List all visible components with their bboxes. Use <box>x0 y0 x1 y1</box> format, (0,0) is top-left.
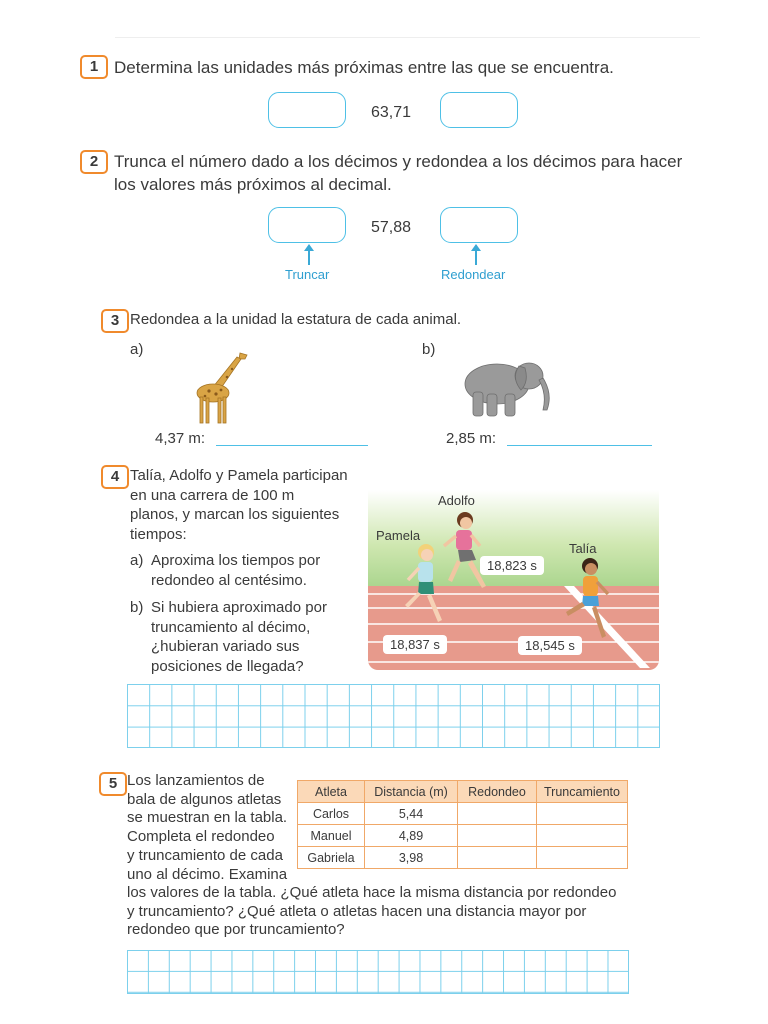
table-header: Atleta <box>298 781 365 803</box>
arrow-up-icon <box>475 249 477 265</box>
q5-full-line: los valores de la tabla. ¿Qué atleta hace la misma distancia por redondeo <box>127 884 617 901</box>
table-cell-input[interactable] <box>458 803 537 825</box>
question-2-text-line1: Trunca el número dado a los décimos y redondea a los décimos para hacer <box>114 152 683 171</box>
answer-grid-q5[interactable] <box>127 950 629 994</box>
q1-value: 63,71 <box>371 104 412 121</box>
q3-a-value: 4,37 m: <box>155 430 206 447</box>
q2-value: 57,88 <box>371 219 412 236</box>
elephant-illustration <box>455 352 560 422</box>
q5-line: y truncamiento de cada <box>127 846 283 864</box>
table-header: Truncamiento <box>537 781 628 803</box>
table-row <box>298 825 628 847</box>
truncar-label: Truncar <box>285 267 330 282</box>
table-row <box>298 847 628 869</box>
q4-a-line: Aproxima los tiempos por <box>151 552 321 569</box>
q4-line: planos, y marcan los siguientes <box>130 506 340 523</box>
q4-b-text <box>151 598 327 676</box>
q5-line: Los lanzamientos de <box>127 772 265 789</box>
q4-b-line: truncamiento al décimo, <box>151 618 311 636</box>
q4-line: Talía, Adolfo y Pamela participan <box>130 467 348 484</box>
runner-name-pamela: Pamela <box>376 528 421 543</box>
arrow-up-icon <box>308 249 310 265</box>
question-number-1: 1 <box>80 55 108 79</box>
q4-a-label: a) <box>130 552 144 569</box>
table-cell: 3,98 <box>365 847 458 869</box>
table-cell: Manuel <box>298 825 365 847</box>
q4-b-label: b) <box>130 599 144 616</box>
question-1-text: Determina las unidades más próximas entre las que se encuentra. <box>114 58 614 77</box>
q5-line: uno al décimo. Examina <box>127 865 288 883</box>
q5-full-line: redondeo que por truncamiento? <box>127 921 345 938</box>
time-tag-adolfo: 18,823 s <box>480 556 544 575</box>
table-header-row <box>298 781 628 803</box>
question-3-text: Redondea a la unidad la estatura de cada animal. <box>130 311 462 328</box>
table-cell-input[interactable] <box>458 825 537 847</box>
table-cell: 4,89 <box>365 825 458 847</box>
answer-blank-a[interactable] <box>216 429 368 446</box>
q4-b-line: Si hubiera aproximado por <box>151 599 327 616</box>
q4-b-line: ¿hubieran variado sus <box>151 638 300 655</box>
answer-grid-q4[interactable] <box>127 684 660 748</box>
question-number-3: 3 <box>101 309 129 333</box>
q3-b-value: 2,85 m: <box>446 430 497 447</box>
table-cell-input[interactable] <box>537 803 628 825</box>
q5-full-line: y truncamiento? ¿Qué atleta o atletas hacen una distancia mayor por <box>127 902 587 920</box>
question-number-2: 2 <box>80 150 108 174</box>
table-cell-input[interactable] <box>458 847 537 869</box>
q5-line: se muestran en la tabla. <box>127 809 288 827</box>
table-cell: Carlos <box>298 803 365 825</box>
shot-put-table <box>297 780 628 869</box>
table-cell-input[interactable] <box>537 847 628 869</box>
question-number-4: 4 <box>101 465 129 489</box>
question-5-continuation <box>127 884 647 940</box>
q4-a-text <box>151 551 320 590</box>
q4-b-line: posiciones de llegada? <box>151 657 304 675</box>
table-header: Redondeo <box>458 781 537 803</box>
truncate-answer-box[interactable] <box>268 207 346 243</box>
q3-b-label: b) <box>422 341 436 358</box>
table-cell: Gabriela <box>298 847 365 869</box>
time-tag-pamela: 18,837 s <box>383 635 447 654</box>
redondear-label: Redondear <box>441 267 506 282</box>
q4-line: en una carrera de 100 m <box>130 486 295 504</box>
table-cell: 5,44 <box>365 803 458 825</box>
time-tag-talia: 18,545 s <box>518 636 582 655</box>
q5-line: Completa el redondeo <box>127 828 275 846</box>
q3-a-label: a) <box>130 341 144 358</box>
question-number-5: 5 <box>99 772 127 796</box>
table-header: Distancia (m) <box>365 781 458 803</box>
q4-a-line: redondeo al centésimo. <box>151 571 307 589</box>
table-cell-input[interactable] <box>537 825 628 847</box>
top-divider <box>115 37 700 38</box>
round-answer-box[interactable] <box>440 207 518 243</box>
question-2-text-line2: los valores más próximos al decimal. <box>114 175 392 194</box>
q4-line: tiempos: <box>130 525 187 543</box>
answer-box-lower[interactable] <box>268 92 346 128</box>
question-5-intro <box>127 772 297 884</box>
table-row <box>298 803 628 825</box>
question-4-intro <box>130 466 365 544</box>
answer-box-upper[interactable] <box>440 92 518 128</box>
runner-name-adolfo: Adolfo <box>438 493 475 508</box>
answer-blank-b[interactable] <box>507 429 652 446</box>
runner-name-talia: Talía <box>569 541 597 556</box>
race-illustration <box>368 490 659 670</box>
giraffe-illustration <box>185 345 255 427</box>
q5-line: bala de algunos atletas <box>127 790 282 808</box>
